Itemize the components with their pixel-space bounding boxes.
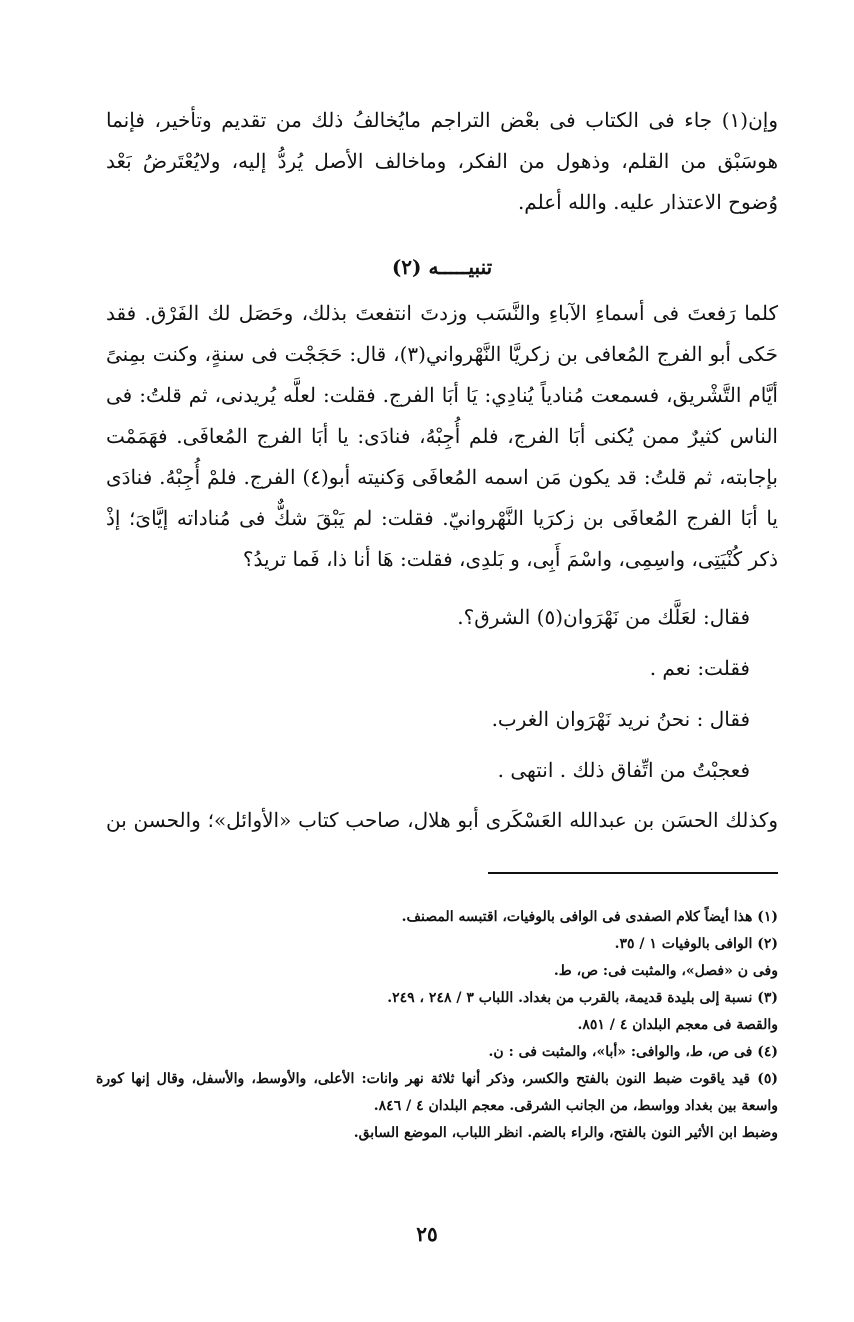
main-text (106, 100, 778, 841)
footnote: وفى ن «فصل»، والمثبت فى: ص، ط. (553, 963, 778, 979)
dialogue-line: فقلت: نعم . (649, 656, 750, 680)
footnote: (٢) الوافى بالوفيات ١ / ٣٥. (614, 936, 778, 952)
footnote: (٤) فى ص، ط، والوافى: «أبا»، والمثبت فى : ن. (488, 1044, 778, 1060)
dialogue-block (106, 592, 778, 796)
page-number: ٢٥ (416, 1222, 438, 1246)
intro-paragraph: وإن(١) جاء فى الكتاب فى بعْض التراجم مايُخالفُ ذلك من تقديم وتأخير، فإنما هوسَبْق من القلم، وذهول من الفكر، وماخالف الأصل يُردُّ إليه، ولايُعْتَرضُ بَعْد وُضوح الاعتذار عليه. والله أعلم. (106, 108, 778, 214)
dialogue-line: فقال: لعَلَّك من نَهْرَوان(٥) الشرق؟. (457, 605, 750, 629)
footnote-separator (488, 872, 778, 874)
footnote: وضبط ابن الأثير النون بالفتح، والراء بالضم. انظر اللباب، الموضع السابق. (353, 1125, 778, 1141)
closing-paragraph: وكذلك الحسَن بن عبدالله العَسْكَرى أبو هلال، صاحب كتاب «الأوائل»؛ والحسن بن (106, 808, 778, 832)
footnote: (٥) قيد ياقوت ضبط النون بالفتح والكسر، وذكر أنها ثلاثة نهر وانات: الأعلى، والأوسط، والأسفل، وقال إنها كورة (96, 1071, 778, 1087)
dialogue-line: فعجبْتُ من اتِّفاق ذلك . انتهى . (497, 758, 750, 782)
footnote: واسعة بين بغداد وواسط، من الجانب الشرقى. معجم البلدان ٤ / ٨٤٦. (373, 1098, 778, 1114)
story-paragraph: كلما رَفعتَ فى أسماءِ الآباءِ والنَّسَب وزدتَ انتفعتَ بذلك، وحَصَل لك الفَرْق. فقد حَكى أبو الفرج المُعافى بن زكريَّا النَّهْرواني(٣)، قال: حَجَجْت فى سنةٍ، وكنت بمِنىً أيَّام التَّشْريق، فسمعت مُنادياً يُنادِي: يَا أبَا الفرج. فقلت: لعلَّه يُريدنى، ثم قلتُ: فى الناس كثيرٌ ممن يُكنى أبَا الفرج، فلم أُجِبْهُ، فنادَى: يا أبَا الفرج المُعافَى. فهَمَمْت بإجابته، ثم قلتُ: قد يكون مَن اسمه المُعافَى وَكنيته أبو(٤) الفرج. فلمْ أُجِبْهُ. فنادَى يا أبَا الفرج المُعافَى بن زكرَيا النَّهْروانيّ. فقلت: لم يَبْقَ شكٌّ فى مُناداته إيَّاىَ؛ إذْ ذكر كُنْيَتِى، واسِمِى، واسْمَ أَبِى، و بَلدِى، فقلت: هَا أنا ذا، فَما تريدُ؟ (106, 301, 778, 571)
footnote: والقصة فى معجم البلدان ٤ / ٨٥١. (577, 1017, 778, 1033)
footnote: (١) هذا أيضاً كلام الصفدى فى الوافى بالوفيات، اقتبسه المصنف. (401, 909, 778, 925)
section-heading: تنبيـــــه (٢) (391, 255, 493, 279)
footnotes (96, 904, 778, 1147)
dialogue-line: فقال : نحنُ نريد نَهْرَوان الغرب. (491, 707, 750, 731)
footnote: (٣) نسبة إلى بليدة قديمة، بالقرب من بغداد. اللباب ٣ / ٢٤٨ ، ٢٤٩. (387, 990, 778, 1006)
